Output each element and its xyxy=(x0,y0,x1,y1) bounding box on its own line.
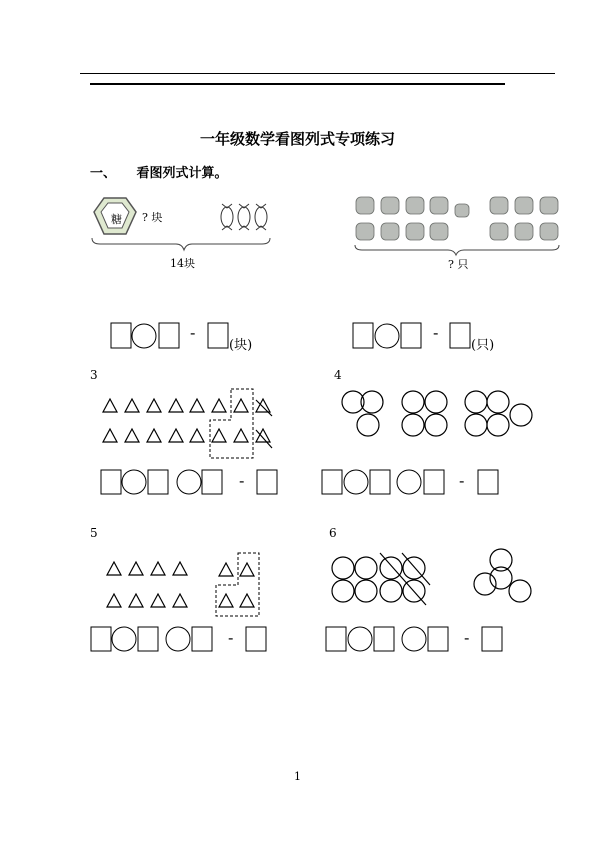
problem-1-unit: (块) xyxy=(229,338,253,353)
problem-4-circles xyxy=(342,391,532,436)
problem-2-total-label: ? 只 xyxy=(448,258,469,271)
problem-3-answer xyxy=(101,470,277,494)
problem-6-number: 6 xyxy=(329,526,337,540)
problem-4-answer xyxy=(322,470,498,494)
problem-5-answer xyxy=(91,627,266,651)
page-title: 一年级数学看图列式专项练习 xyxy=(199,130,395,148)
problem-4-number: 4 xyxy=(334,368,342,382)
problem-1-answer xyxy=(111,323,228,348)
candy-box-label: 糖 xyxy=(111,213,122,226)
problem-4-operator: - xyxy=(459,471,465,490)
section-text: 看图列式计算。 xyxy=(136,166,228,181)
problem-3-dashed-box xyxy=(210,389,253,458)
problem-2-unit: (只) xyxy=(471,338,495,353)
page-number: 1 xyxy=(294,770,301,783)
problem-3-operator: - xyxy=(239,471,245,490)
section-number: 一、 xyxy=(90,166,117,181)
problem-6-answer xyxy=(326,627,502,651)
problem-1-operator: - xyxy=(190,323,196,342)
problem-5-number: 5 xyxy=(90,526,98,540)
problem-2-operator: - xyxy=(433,323,439,342)
problem-1-unknown-label: ? 块 xyxy=(142,211,163,224)
problem-5-triangles xyxy=(107,562,254,607)
problem-2-answer xyxy=(353,323,470,348)
problem-3-number: 3 xyxy=(90,368,98,382)
problem-6-circles xyxy=(332,549,531,605)
problem-6-operator: - xyxy=(464,628,470,647)
problem-3-triangles xyxy=(103,399,272,448)
problem-1-total-label: 14块 xyxy=(170,257,195,270)
problem-5-operator: - xyxy=(228,628,234,647)
